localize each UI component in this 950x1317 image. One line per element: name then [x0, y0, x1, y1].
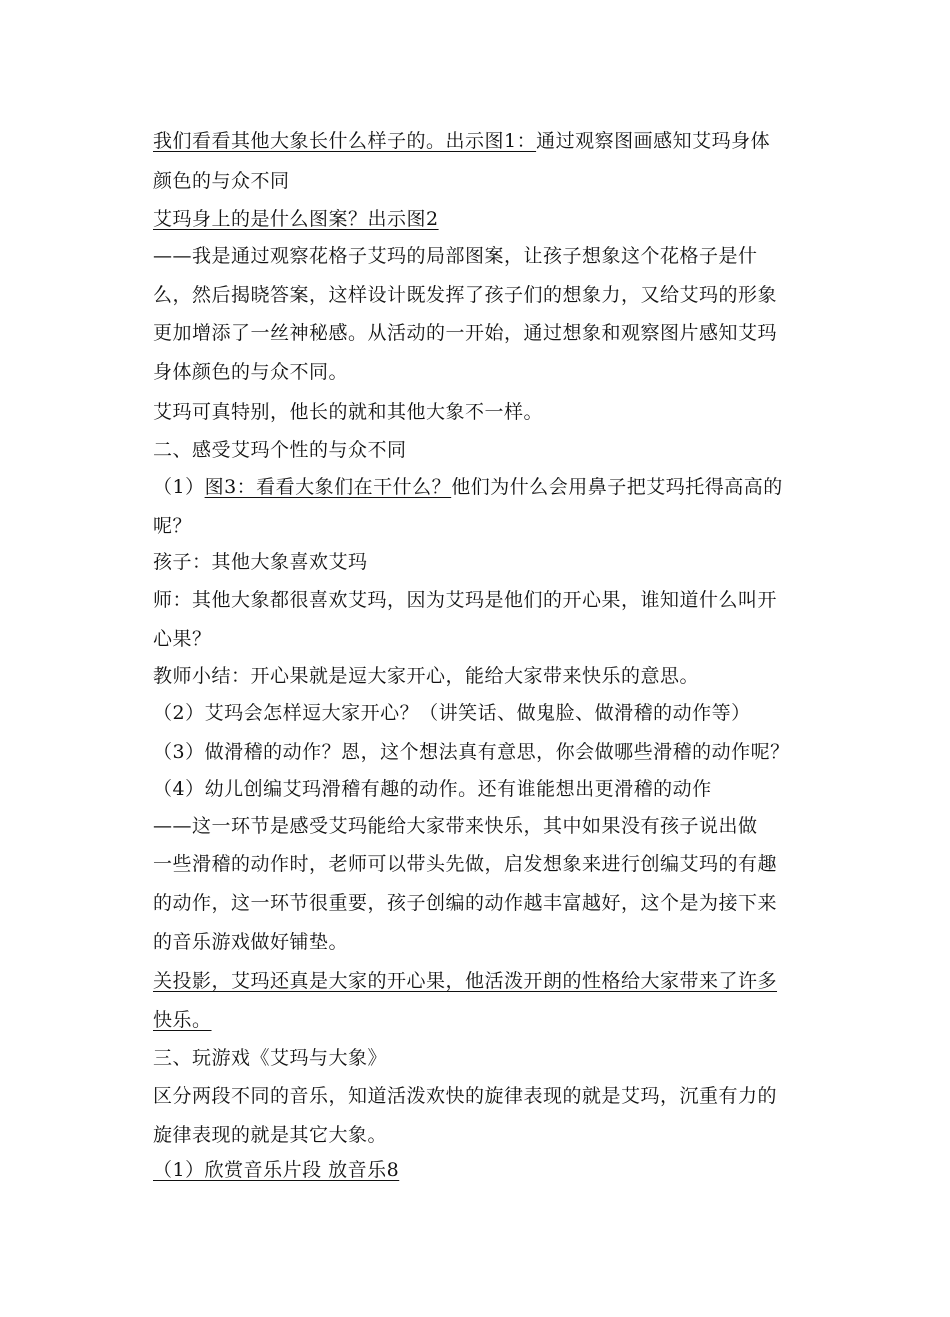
text-line — [153, 399, 543, 425]
text-line — [153, 282, 777, 308]
text-segment: 呢？ — [153, 515, 193, 537]
text-segment: 的动作，这一环节很重要，孩子创编的动作越丰富越好，这个是为接下来 — [153, 892, 778, 914]
text-line — [153, 1045, 387, 1071]
text-segment: 的音乐游戏做好铺垫。 — [153, 931, 349, 953]
text-segment: 师：其他大象都很喜欢艾玛，因为艾玛是他们的开心果，谁知道什么叫开 — [153, 589, 778, 611]
text-segment: 通过观察图画感知艾玛身体 — [536, 130, 771, 152]
underlined-text: 图3：看看大象们在干什么？ — [204, 476, 452, 498]
text-segment: 么，然后揭晓答案，这样设计既发挥了孩子们的想象力，又给艾玛的形象 — [153, 284, 778, 306]
text-line — [153, 968, 777, 994]
text-line — [153, 587, 777, 613]
text-segment: 身体颜色的与众不同。 — [153, 361, 349, 383]
text-segment: 旋律表现的就是其它大象。 — [153, 1124, 388, 1146]
text-line — [153, 474, 783, 500]
text-line — [153, 128, 770, 154]
text-line — [153, 626, 212, 652]
text-segment: （4）幼儿创编艾玛滑稽有趣的动作。还有谁能想出更滑稽的动作 — [153, 778, 712, 800]
text-segment: 更加增添了一丝神秘感。从活动的一开始，通过想象和观察图片感知艾玛 — [153, 322, 778, 344]
text-segment: 区分两段不同的音乐，知道活泼欢快的旋律表现的就是艾玛，沉重有力的 — [153, 1085, 778, 1107]
text-segment: 孩子：其他大象喜欢艾玛 — [153, 551, 368, 573]
text-segment: ——这一环节是感受艾玛能给大家带来快乐，其中如果没有孩子说出做 — [153, 815, 758, 837]
text-line — [153, 320, 777, 346]
text-line — [153, 549, 368, 575]
underlined-text: 我们看看其他大象长什么样子的。出示图1： — [153, 130, 537, 152]
text-segment: 颜色的与众不同 — [153, 170, 290, 192]
text-line — [153, 663, 699, 689]
text-line — [153, 1007, 212, 1033]
text-line — [153, 929, 348, 955]
text-line — [153, 437, 407, 463]
text-line — [153, 168, 290, 194]
text-line — [153, 1122, 387, 1148]
text-line — [153, 1157, 399, 1183]
text-segment: 心果？ — [153, 628, 212, 650]
text-line — [153, 359, 348, 385]
text-segment: 一些滑稽的动作时，老师可以带头先做，启发想象来进行创编艾玛的有趣 — [153, 853, 778, 875]
text-segment: 他们为什么会用鼻子把艾玛托得高高的 — [451, 476, 783, 498]
text-line — [153, 243, 758, 269]
text-segment: 教师小结：开心果就是逗大家开心，能给大家带来快乐的意思。 — [153, 665, 700, 687]
text-segment: （2）艾玛会怎样逗大家开心？（讲笑话、做鬼脸、做滑稽的动作等） — [153, 702, 751, 724]
text-line — [153, 700, 751, 726]
underlined-text: （1）欣赏音乐片段 放音乐8 — [153, 1159, 400, 1181]
text-line — [153, 851, 777, 877]
text-segment: 二、感受艾玛个性的与众不同 — [153, 439, 407, 461]
text-segment: （3）做滑稽的动作？恩，这个想法真有意思，你会做哪些滑稽的动作呢？ — [153, 741, 790, 763]
text-segment: 艾玛可真特别，他长的就和其他大象不一样。 — [153, 401, 544, 423]
text-line — [153, 813, 758, 839]
text-segment: ——我是通过观察花格子艾玛的局部图案，让孩子想象这个花格子是什 — [153, 245, 758, 267]
text-line — [153, 513, 192, 539]
underlined-text: 关投影，艾玛还真是大家的开心果，他活泼开朗的性格给大家带来了许多 — [153, 970, 778, 992]
underlined-text: 艾玛身上的是什么图案？出示图2 — [153, 208, 439, 230]
text-segment: （1） — [153, 476, 205, 498]
text-line — [153, 1083, 777, 1109]
text-line — [153, 206, 439, 232]
text-line — [153, 776, 712, 802]
underlined-text: 快乐。 — [153, 1009, 212, 1031]
text-line — [153, 739, 790, 765]
text-segment: 三、玩游戏《艾玛与大象》 — [153, 1047, 388, 1069]
text-line — [153, 890, 777, 916]
